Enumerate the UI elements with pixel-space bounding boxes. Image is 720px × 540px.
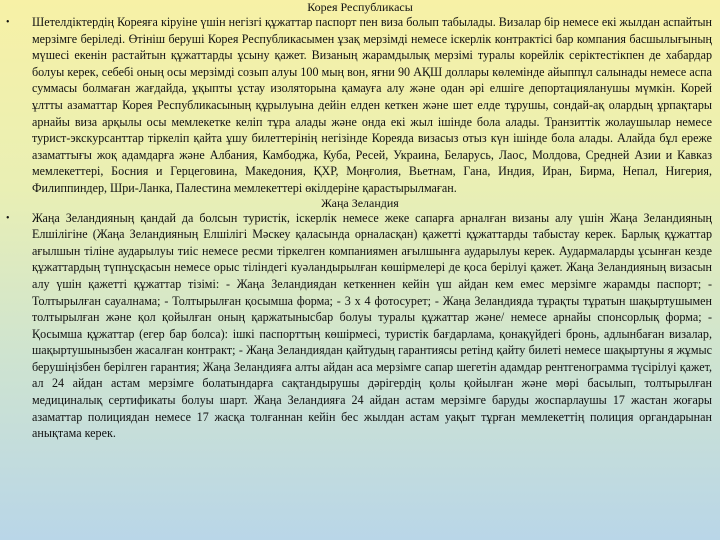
heading-new-zealand: Жаңа Зеландия xyxy=(321,195,399,210)
bullet-icon: • xyxy=(6,17,10,28)
paragraph-new-zealand: Жаңа Зеландияның қандай да болсын туристік, іскерлік немесе жеке сапарға арналған визаны алу үшін Жаңа Зеландияның Елшілігіне (Жаңа Зеландияның Елшілігі Мәскеу қаласында орналасқан) қажетті құжаттарды табыстау керек. Барлық құжаттар ағылшын тіліне аударылуы тиіс немесе ресми тіркелген компаниямен ағылшынға аударылуы керек. Аудармаларды ұсынған кезде құжаттардың түпнұсқасын немесе орыс тіліндегі куәландырылған көшірмелері де қоса берілуі қажет. Жаңа Зеландияның визасын алу үшін қажетті құжаттар тізімі: - Жаңа Зеландиядан кеткеннен кейін үш айдан кем емес мерзімге жарамды паспорт; - Толтырылған сауалнама; - Толтырылған қосымша форма; - 3 х 4 фотосурет; - Жаңа Зеландияда тұрақты тұратын шақыртушымен толтырылған және қол қойылған оның қаржатынысбар болуы туралы құжаттар және/ немесе арнайы спонсорлық форма; - Қосымша құжаттар (егер бар болса): ішкі паспорттың көшірмесі, туристік бағдарлама, қонақүйдегі бронь, адлынбаған визалар, шақыртушынызбен жасалған контракт; - Жаңа Зеландиядан қайтудың гарантиясы ретінд қайту билеті немесе шақыртуны я жұмыс берушіңізбен берілген гарантия; Жаңа Зеландияға алты айдан аса мерзімге сапар шегетін адамдар рентгенограмма түсірілуі қажет, ал 24 айдан астам мерзімге болатындарға сақтандырушы дәрігердің қолы қойылған және мөрі басылып, толтырылған медициналық сертификаты болуы шарт. Жаңа Зеландияға 24 айдан астам мерзімге баруды жоспарлаушы 17 жастан жоғары азаматтар полициядан немесе 17 жасқа толғаннан кейін бес жылдан астам уақыт тұрған мемлекеттің полиция органдарынан анықтама керек. xyxy=(32,210,712,441)
bullet-icon: • xyxy=(6,212,10,224)
section-new-zealand xyxy=(0,210,720,442)
heading-korea: Корея Республикасы xyxy=(307,0,413,14)
section-korea xyxy=(0,14,720,197)
paragraph-korea: Шетелдіктердің Кореяға кіруіне үшін негізгі құжаттар паспорт пен виза болып табылады. Визалар бір немесе екі жылдан аспайтын мерзімге беріледі. Өтініш беруші Корея Республикасымен ұзақ мерзімді немесе іскерлік контрактісі бар компания басшылығының мүшесі екенін растайтын құжаттарды ұсыну қажет. Визаның жарамдылық мерзімі туралы корейлік серіктестікпен де хабардар болуы керек, себебі оның осы мерзімді созып алуы 100 мың вон, яғни 90 АҚШ доллары көлемінде айыппұл салынады немесе аспа суммасы болмаған жағдайда, ұқыпты ұстау изоляторына қамауға алу және одан әрі елшіге депортацияланушы мүмкін. Корей ұлтты азаматтар Корея Республикасының құрылуына дейін елден кеткен және шет елде тұрушы, сондай-ақ олардың ұрпақтары арнайы виза арқылы осы мемлекетке келіп тұра алады және онда екі жыл ішінде бола алады. Транзиттік жолаушылар немесе турист-экскурсанттар тіркеліп қайта ұшу билеттерінің негізінде Кореяда визасыз отыз күн ішінде бола алады. Алайда бұл ереже азаматтығы жоқ адамдарға және Албания, Камбоджа, Куба, Ресей, Украина, Беларусь, Лаос, Молдова, Средней Азии и Кавказ мемлекеттері, Босния и Герцеговина, Македония, ҚХР, Моңғолия, Вьетнам, Гана, Индия, Иран, Бирма, Непал, Нигерия, Филиппиндер, Шри-Ланка, Палестина мемлекеттері өкілдеріне қарастырылмаған. xyxy=(32,15,712,195)
